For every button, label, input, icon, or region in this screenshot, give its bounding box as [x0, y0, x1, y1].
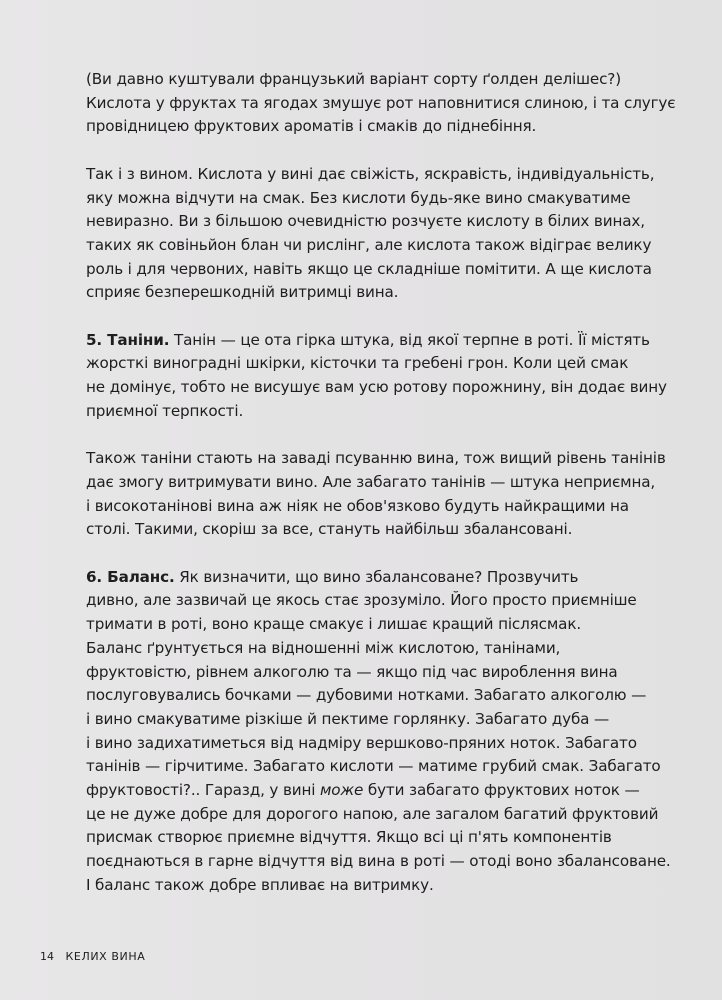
paragraph-tannins-aging — [86, 447, 694, 542]
text-line: і високотанінові вина аж ніяк не обов'язково будуть найкращими на — [86, 496, 629, 515]
text-line: сприяє безперешкодній витримці вина. — [86, 283, 399, 302]
text-line: роль і для червоних, навіть якщо це складніше помітити. А ще кислота — [86, 259, 652, 278]
emphasis-text: може — [320, 781, 364, 800]
text-line: жорсткі виноградні шкірки, кісточки та гребені грон. Коли цей смак — [86, 354, 629, 373]
text-line: яку можна відчути на смак. Без кислоти будь-яке вино смакуватиме — [86, 188, 631, 207]
page-footer — [40, 950, 145, 963]
paragraph-tannins — [86, 329, 694, 424]
paragraph-balance — [86, 566, 694, 898]
text-line: Баланс ґрунтується на відношенні між кислотою, танінами, — [86, 638, 561, 657]
text-line — [86, 329, 694, 353]
text-line — [86, 566, 694, 590]
text-line: столі. Такими, скоріш за все, стануть найбільш збалансовані. — [86, 520, 573, 539]
text-line: послуговувались бочками — дубовими нотками. Забагато алкоголю — — [86, 686, 647, 705]
text-line: не домінує, тобто не висушує вам усю ротову порожнину, він додає вину — [86, 378, 667, 397]
section-heading-tannins: 5. Таніни. — [86, 330, 170, 349]
text-line: танінів — гірчитиме. Забагато кислоти — матиме грубий смак. Забагато — [86, 757, 661, 776]
text-line: Також таніни стають на заваді псуванню вина, тож вищий рівень танінів — [86, 449, 666, 468]
text-line: дивно, але зазвичай це якось стає зрозуміло. Його просто приємніше — [86, 591, 637, 610]
text-line: І баланс також добре впливає на витримку. — [86, 875, 434, 894]
text-line: Кислота у фруктах та ягодах змушує рот наповнитися слиною, і та слугує — [86, 93, 676, 112]
text-line: і вино смакуватиме різкіше й пектиме горлянку. Забагато дуба — — [86, 709, 610, 728]
text-line: провідницею фруктових ароматів і смаків до піднебіння. — [86, 117, 537, 136]
text-line: дає змогу витримувати вино. Але забагато танінів — штука неприємна, — [86, 472, 656, 491]
text-line: це не дуже добре для дорогого напою, але загалом багатий фруктовий — [86, 804, 659, 823]
text-line: тримати в роті, воно краще смакує і лишає кращий післясмак. — [86, 615, 582, 634]
paragraph-acidity-wine — [86, 163, 694, 305]
text-line: і вино задихатиметься від надміру вершково-пряних ноток. Забагато — [86, 733, 637, 752]
body-text — [86, 68, 694, 921]
text-line: невиразно. Ви з більшою очевидністю розчуєте кислоту в білих винах, — [86, 212, 645, 231]
text-run: Як визначити, що вино збалансоване? Прозвучить — [174, 567, 579, 586]
text-line — [86, 779, 694, 803]
text-run: бути забагато фруктових ноток — — [363, 781, 640, 800]
section-heading-balance: 6. Баланс. — [86, 567, 175, 586]
text-line: присмак створює приємне відчуття. Якщо всі ці п'ять компонентів — [86, 828, 612, 847]
text-line: (Ви давно куштували французький варіант сорту ґолден делішес?) — [86, 70, 621, 88]
text-line: таких як совіньйон блан чи рислінг, але кислота також відіграє велику — [86, 235, 652, 254]
text-line: поєднаються в гарне відчуття від вина в роті — отоді воно збалансоване. — [86, 852, 671, 871]
text-line: фруктовістю, рівнем алкоголю та — якщо під час вироблення вина — [86, 662, 618, 681]
text-run: фруктовості?.. Гаразд, у вині — [86, 781, 320, 800]
text-line: Так і з вином. Кислота у вині дає свіжість, яскравість, індивідуальність, — [86, 164, 655, 183]
text-run: Танін — це ота гірка штука, від якої терпне в роті. Її містять — [169, 330, 650, 349]
text-line: приємної терпкості. — [86, 401, 244, 420]
paragraph-acidity-fruit — [86, 68, 694, 139]
running-title: КЕЛИХ ВИНА — [65, 950, 146, 963]
page-number: 14 — [40, 950, 54, 963]
